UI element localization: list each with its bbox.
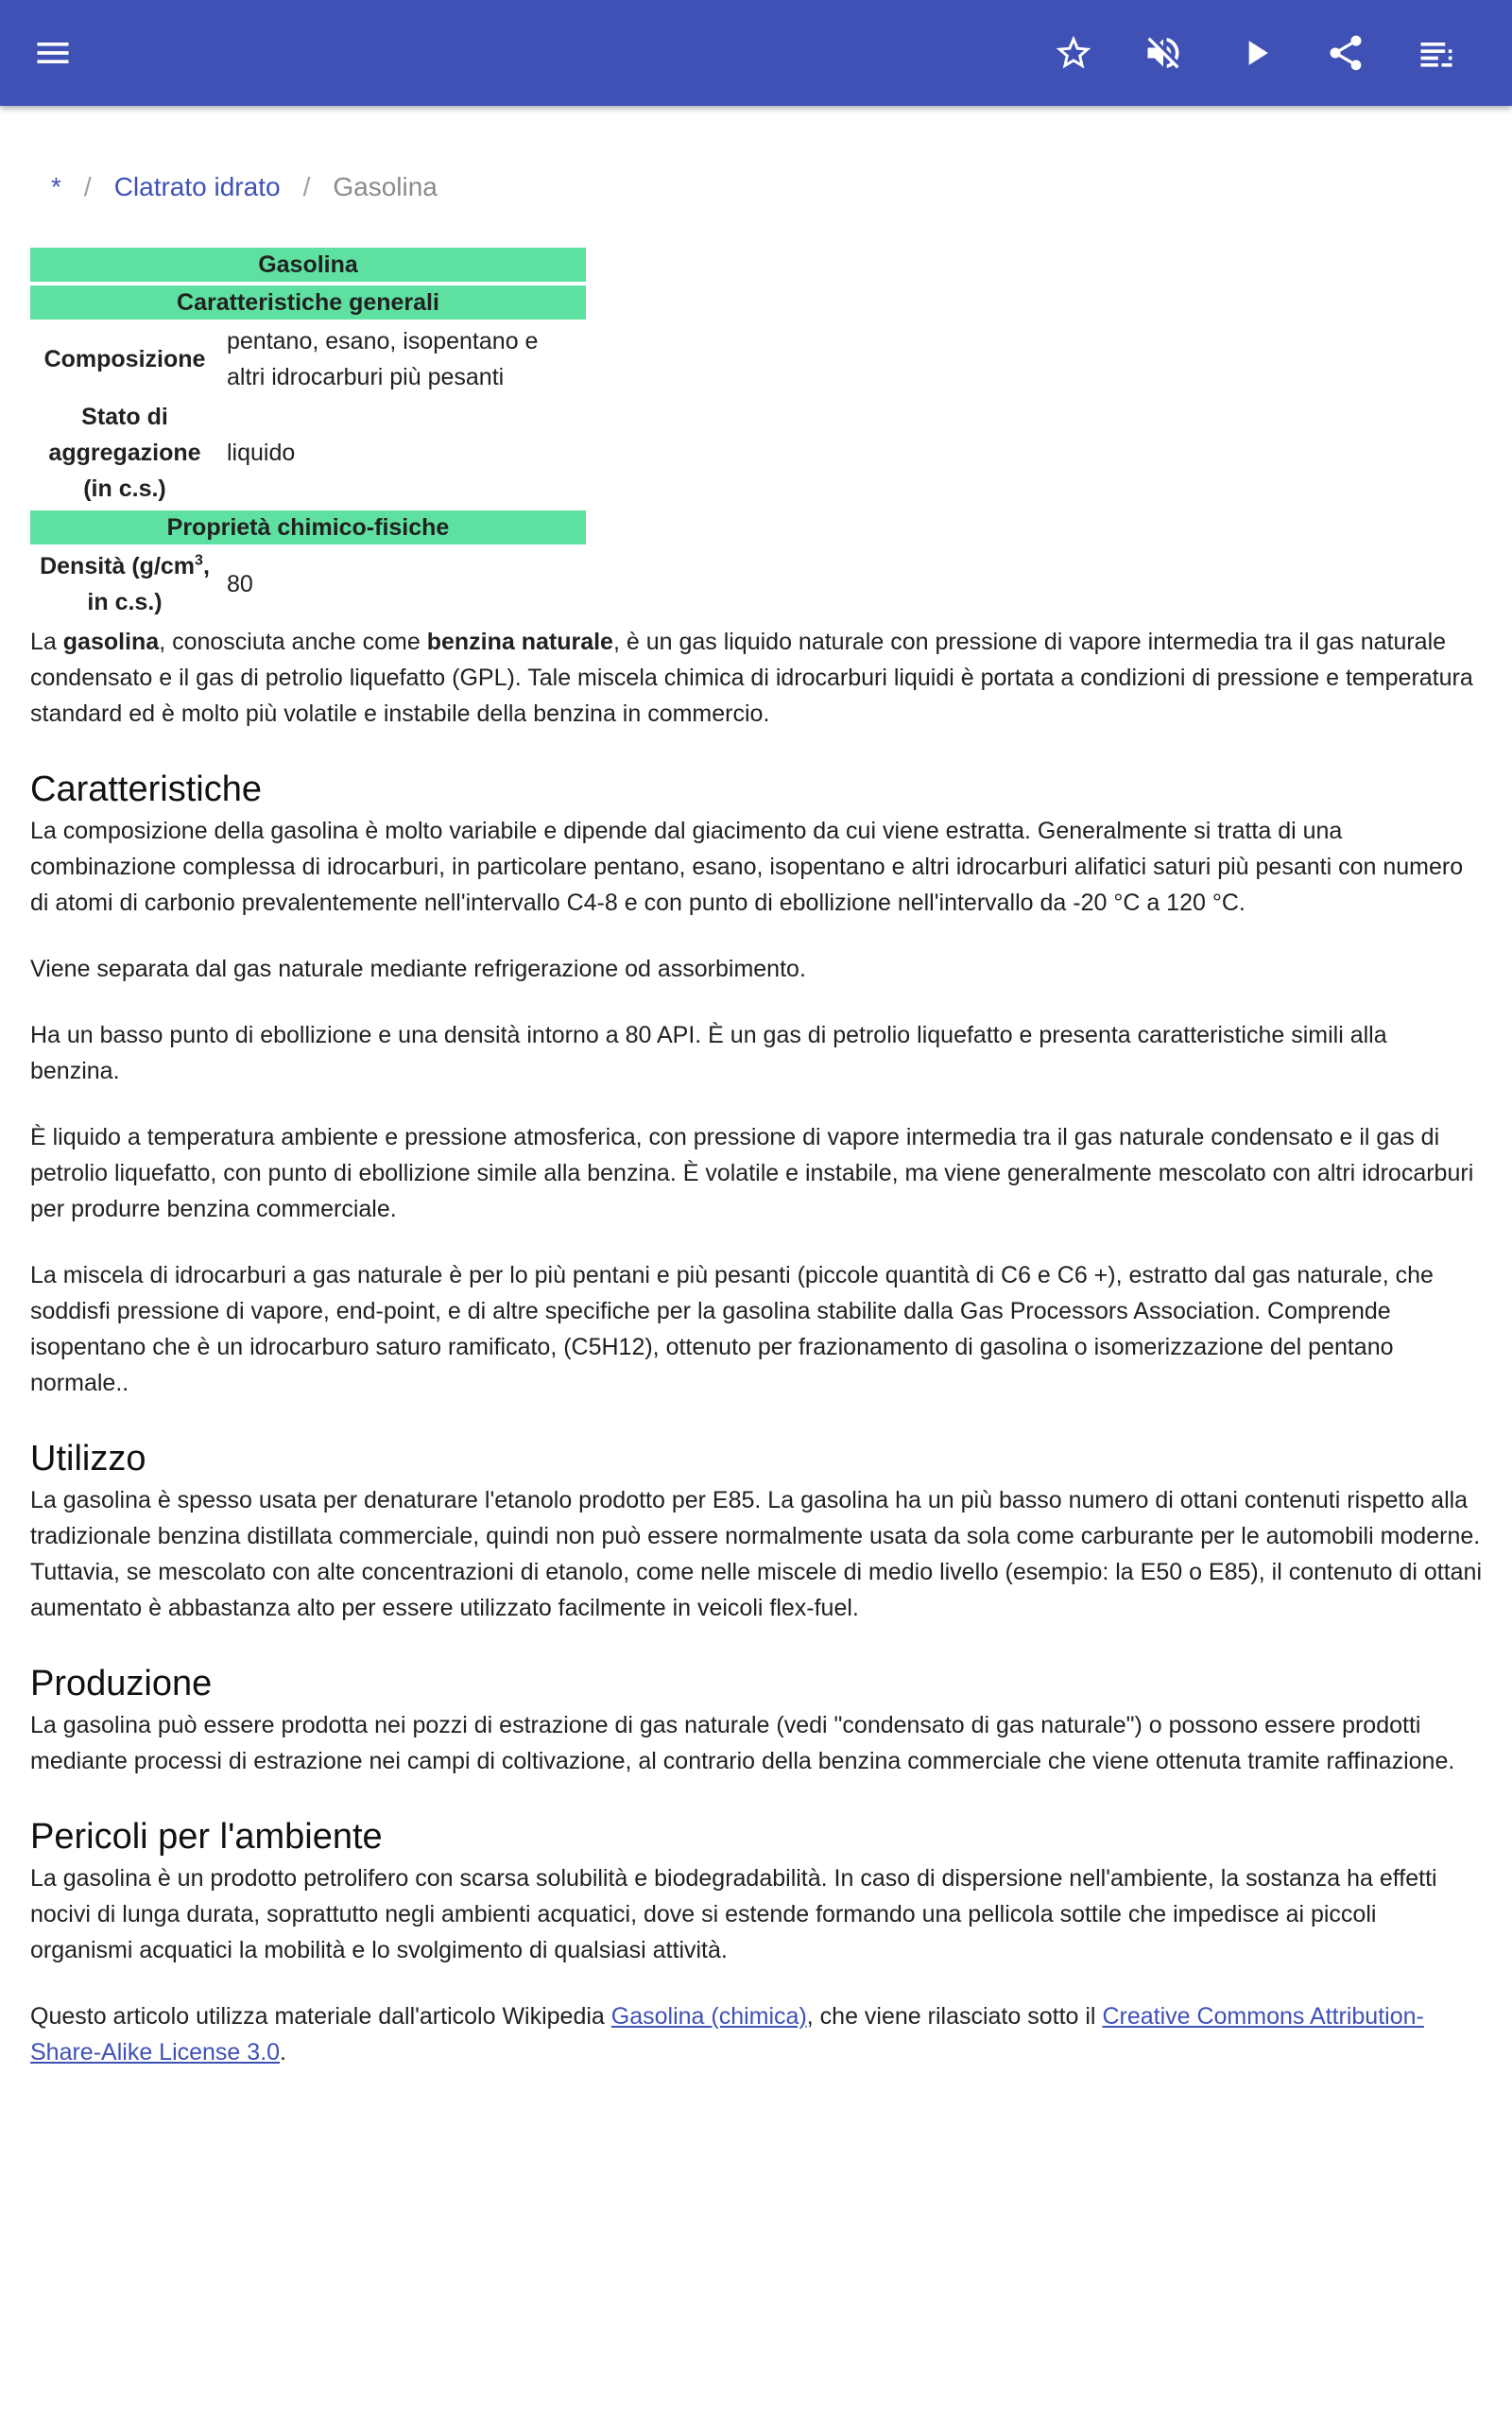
- paragraph: La gasolina può essere prodotta nei pozzi di estrazione di gas naturale (vedi "condensato di gas naturale") o possono essere prodotti mediante processi di estrazione nei campi di coltivazione, al contrario della benzina commerciale che viene ottenuta tramite raffinazione.: [30, 1712, 1455, 1774]
- infobox-composition-value: pentano, esano, isopentano e altri idrocarburi più pesanti: [227, 328, 539, 390]
- infobox-section-general: Caratteristiche generali: [30, 285, 586, 320]
- wikipedia-article-link[interactable]: Gasolina (chimica): [610, 2003, 807, 2030]
- breadcrumb: [30, 168, 1482, 206]
- section-heading-produzione: Produzione: [30, 1664, 213, 1703]
- section-heading-utilizzo: Utilizzo: [30, 1439, 146, 1478]
- infobox-density-label: Densità ($g/cm^3$, in c.s.): [40, 552, 210, 615]
- paragraph: La miscela di idrocarburi a gas naturale è per lo più pentani e più pesanti (piccole quantità di C6 e C6 +), estratto dal gas naturale, che soddisfi pressione di vapore, end-point, e di altre specifiche per la gasolina stabilite dalla Gas Processors Association. Comprende isopentano che è un idrocarburo saturo ramificato, (C5H12), ottenuto per frazionamento di gasolina o isomerizzazione del pentano normale..: [30, 1262, 1434, 1396]
- breadcrumb-parent-link[interactable]: Clatrato idrato: [113, 172, 281, 201]
- paragraph: La gasolina è spesso usata per denaturare l'etanolo prodotto per E85. La gasolina ha un più basso numero di ottani contenuti rispetto alla tradizionale benzina distillata commerciale, quindi non può essere normalmente usata da sola come carburante per le automobili moderne. Tuttavia, se mescolato con alte concentrazioni di etanolo, come nelle miscele di medio livello (esempio: la E50 o E85), il contenuto di ottani aumentato è abbastanza alto per essere utilizzato facilmente in veicoli flex-fuel.: [30, 1487, 1483, 1621]
- infobox-state-label: Stato di aggregazione (in c.s.): [48, 404, 201, 502]
- section-heading-pericoli: Pericoli per l'ambiente: [30, 1817, 383, 1857]
- infobox-title: Gasolina: [30, 248, 586, 282]
- section-heading-caratteristiche: Caratteristiche: [30, 769, 262, 809]
- infobox-table: [26, 244, 590, 624]
- license-link[interactable]: Creative Commons Attribution-Share-Alike License 3.0: [30, 2003, 1424, 2066]
- infobox-density-value: 80: [227, 571, 253, 597]
- paragraph: La gasolina è un prodotto petrolifero con scarsa solubilità e biodegradabilità. In caso di dispersione nell'ambiente, la sostanza ha effetti nocivi di lunga durata, soprattutto negli ambienti acquatici, dove si estende formando una pellicola sottile che impedisce ai piccoli organismi acquatici la mobilità e lo svolgimento di qualsiasi attività.: [30, 1865, 1437, 1963]
- breadcrumb-separator: /: [302, 172, 311, 201]
- paragraph: È liquido a temperatura ambiente e pressione atmosferica, con pressione di vapore intermedia tra il gas naturale condensato e il gas di petrolio liquefatto, con punto di ebollizione simile alla benzina. È volatile e instabile, ma viene generalmente mescolato con altri idrocarburi per produrre benzina commerciale.: [30, 1124, 1474, 1222]
- breadcrumb-current: Gasolina: [333, 172, 438, 201]
- breadcrumb-root-link[interactable]: *: [51, 172, 61, 201]
- menu-icon[interactable]: [21, 21, 85, 85]
- infobox-section-chem: Proprietà chimico-fisiche: [30, 510, 586, 544]
- paragraph: Viene separata dal gas naturale mediante refrigerazione od assorbimento.: [30, 956, 806, 982]
- paragraph: Ha un basso punto di ebollizione e una densità intorno a 80 API. È un gas di petrolio liquefatto e presenta caratteristiche simili alla benzina.: [30, 1022, 1387, 1084]
- star-outline-icon[interactable]: [1041, 21, 1106, 85]
- article-content: [30, 106, 1482, 2070]
- intro-paragraph: La gasolina, conosciuta anche come benzina naturale, è un gas liquido naturale con pressione di vapore intermedia tra il gas naturale condensato e il gas di petrolio liquefatto (GPL). Tale miscela chimica di idrocarburi liquidi è portata a condizioni di pressione e temperatura standard ed è molto più volatile e instabile della benzina in commercio.: [30, 629, 1473, 727]
- breadcrumb-separator: /: [83, 172, 92, 201]
- license-notice: Questo articolo utilizza materiale dall'articolo Wikipedia Gasolina (chimica), che viene rilasciato sotto il Creative Commons Attribution-Share-Alike License 3.0.: [30, 2003, 1424, 2066]
- volume-off-icon[interactable]: [1131, 21, 1195, 85]
- infobox-state-value: liquido: [227, 440, 296, 466]
- share-icon[interactable]: [1314, 21, 1378, 85]
- app-bar: [0, 0, 1512, 106]
- paragraph: La composizione della gasolina è molto variabile e dipende dal giacimento da cui viene estratta. Generalmente si tratta di una combinazione complessa di idrocarburi, in particolare pentano, esano, isopentano e altri idrocarburi alifatici saturi più pesanti con numero di atomi di carbonio prevalentemente nell'intervallo C4-8 e con punto di ebollizione nell'intervallo da -20 °C a 120 °C.: [30, 818, 1464, 916]
- play-icon[interactable]: [1224, 21, 1288, 85]
- list-icon[interactable]: [1404, 21, 1469, 85]
- infobox-composition-label: Composizione: [43, 346, 206, 372]
